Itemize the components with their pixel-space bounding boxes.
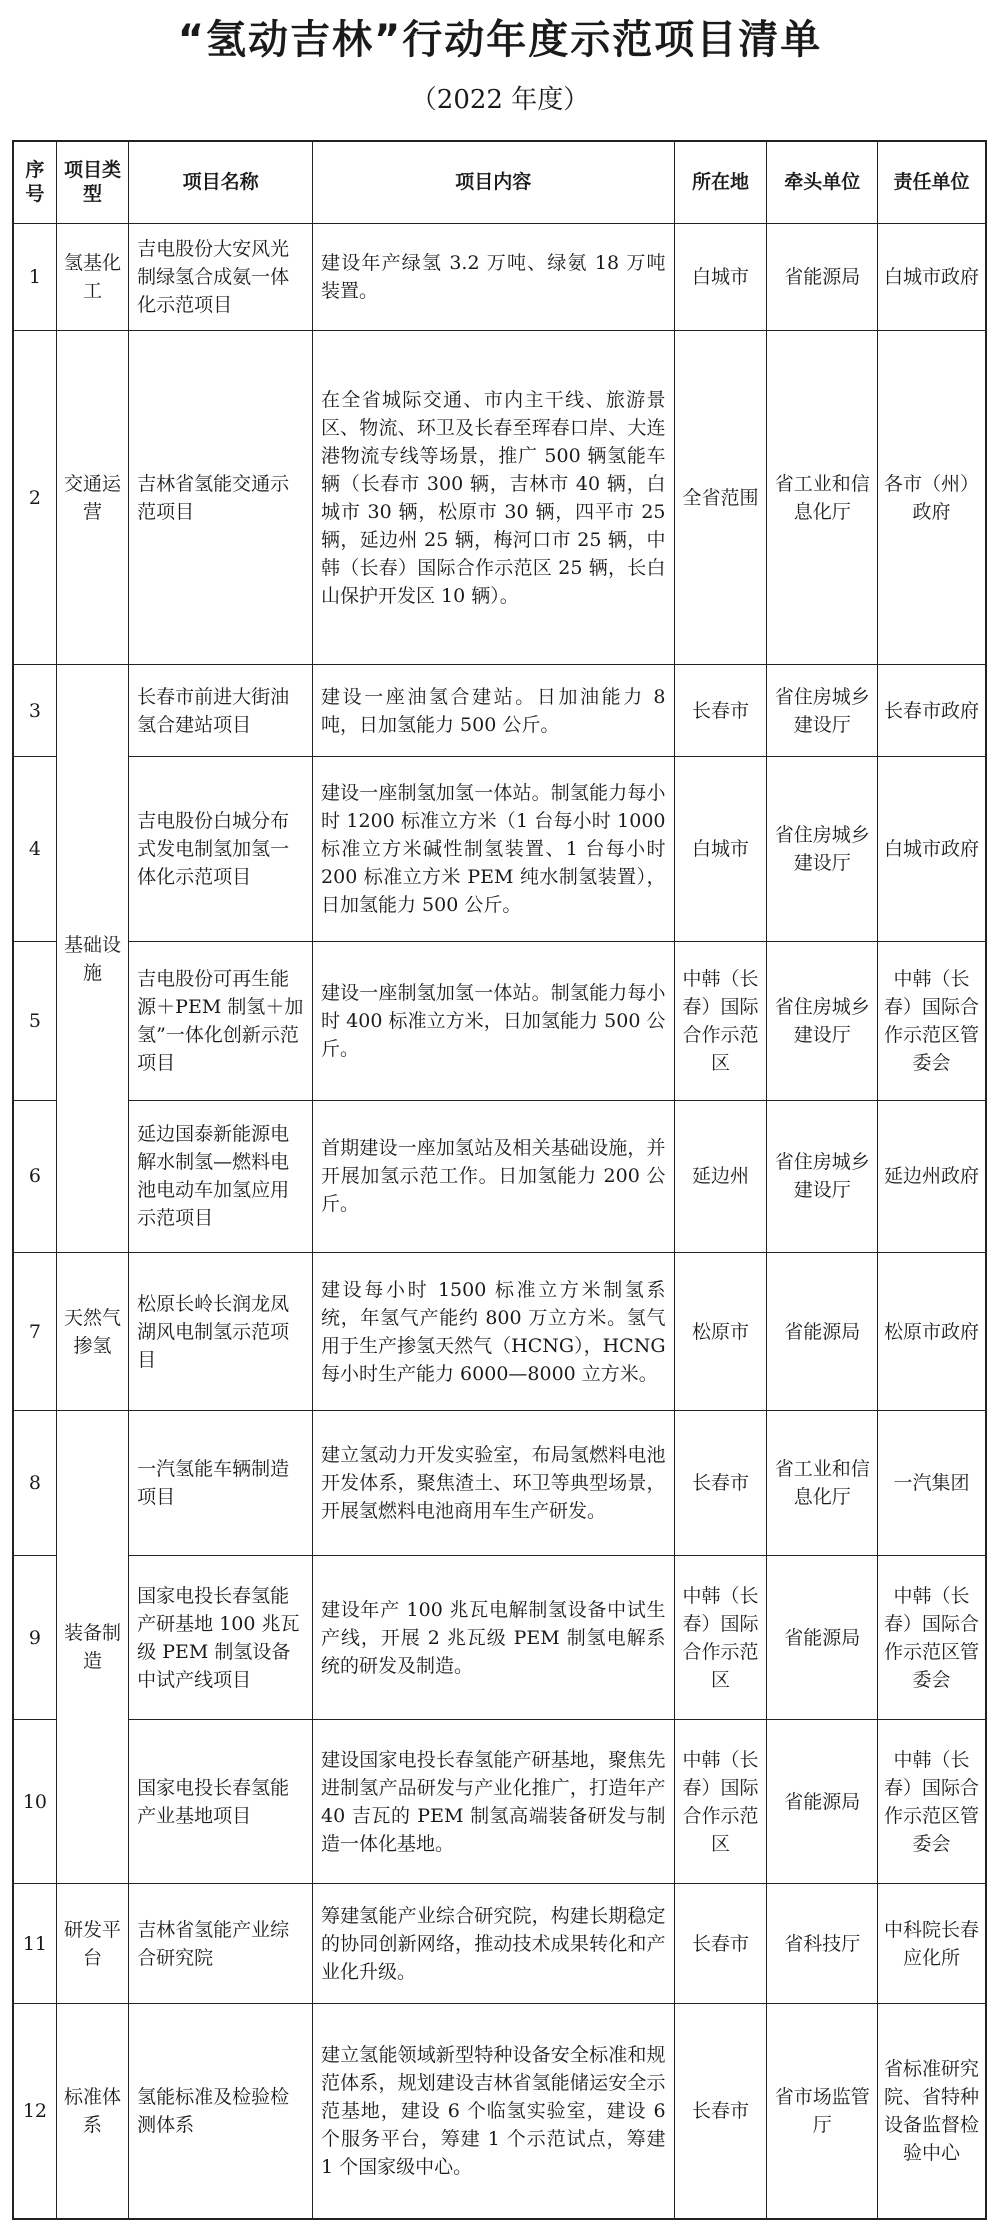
table-row [13, 1720, 986, 1884]
row-content: 建设年产绿氢 3.2 万吨、绿氨 18 万吨装置。 [313, 223, 675, 331]
row-seq: 1 [13, 223, 56, 331]
row-name: 氢能标准及检验检测体系 [129, 2004, 313, 2219]
row-name: 吉电股份可再生能源＋PEM 制氢＋加氢”一体化创新示范项目 [129, 941, 313, 1100]
row-location: 中韩（长春）国际合作示范区 [674, 941, 767, 1100]
row-resp: 白城市政府 [878, 223, 987, 331]
row-content: 首期建设一座加氢站及相关基础设施，并开展加氢示范工作。日加氢能力 200 公斤。 [313, 1100, 675, 1253]
row-location: 白城市 [674, 757, 767, 941]
row-seq: 5 [13, 941, 56, 1100]
header-lead: 牵头单位 [767, 141, 878, 223]
row-type: 装备制造 [56, 1410, 128, 1883]
row-type: 标准体系 [56, 2004, 128, 2219]
row-seq: 9 [13, 1556, 56, 1720]
row-type: 氢基化工 [56, 223, 128, 331]
row-name: 一汽氢能车辆制造项目 [129, 1410, 313, 1555]
row-name: 国家电投长春氢能产研基地 100 兆瓦级 PEM 制氢设备中试产线项目 [129, 1556, 313, 1720]
row-lead: 省能源局 [767, 1720, 878, 1884]
row-name: 国家电投长春氢能产业基地项目 [129, 1720, 313, 1884]
row-seq: 7 [13, 1253, 56, 1411]
row-name: 延边国泰新能源电解水制氢—燃料电池电动车加氢应用示范项目 [129, 1100, 313, 1253]
row-location: 中韩（长春）国际合作示范区 [674, 1720, 767, 1884]
row-name: 吉林省氢能产业综合研究院 [129, 1884, 313, 2004]
header-name: 项目名称 [129, 141, 313, 223]
table-row [13, 1556, 986, 1720]
row-content: 建设年产 100 兆瓦电解制氢设备中试生产线，开展 2 兆瓦级 PEM 制氢电解系统的研发及制造。 [313, 1556, 675, 1720]
table-row [13, 331, 986, 665]
row-seq: 6 [13, 1100, 56, 1253]
row-location: 长春市 [674, 665, 767, 757]
row-resp: 延边州政府 [878, 1100, 987, 1253]
row-resp: 白城市政府 [878, 757, 987, 941]
row-seq: 8 [13, 1410, 56, 1555]
row-lead: 省住房城乡建设厅 [767, 1100, 878, 1253]
row-lead: 省住房城乡建设厅 [767, 665, 878, 757]
table-row [13, 941, 986, 1100]
table-row [13, 1410, 986, 1555]
row-location: 中韩（长春）国际合作示范区 [674, 1556, 767, 1720]
page-subtitle: （2022 年度） [410, 85, 590, 115]
row-lead: 省市场监管厅 [767, 2004, 878, 2219]
row-type: 研发平台 [56, 1884, 128, 2004]
row-name: 松原长岭长润龙凤湖风电制氢示范项目 [129, 1253, 313, 1411]
row-resp: 中韩（长春）国际合作示范区管委会 [878, 1556, 987, 1720]
row-name: 吉林省氢能交通示范项目 [129, 331, 313, 665]
row-resp: 长春市政府 [878, 665, 987, 757]
table-row [13, 2004, 986, 2219]
row-name: 吉电股份大安风光制绿氢合成氨一体化示范项目 [129, 223, 313, 331]
row-location: 延边州 [674, 1100, 767, 1253]
table-row [13, 757, 986, 941]
header-content: 项目内容 [313, 141, 675, 223]
row-lead: 省能源局 [767, 1253, 878, 1411]
header-seq: 序号 [13, 141, 56, 223]
row-resp: 各市（州）政府 [878, 331, 987, 665]
row-location: 全省范围 [674, 331, 767, 665]
page-title: “氢动吉林”行动年度示范项目清单 [177, 17, 823, 63]
header-location: 所在地 [674, 141, 767, 223]
row-resp: 中韩（长春）国际合作示范区管委会 [878, 941, 987, 1100]
row-seq: 4 [13, 757, 56, 941]
row-content: 建立氢能领域新型特种设备安全标准和规范体系，规划建设吉林省氢能储运安全示范基地，建设 6 个临氢实验室，建设 6 个服务平台，筹建 1 个示范试点，筹建 1 个国家级中心。 [313, 2004, 675, 2219]
row-name: 吉电股份白城分布式发电制氢加氢一体化示范项目 [129, 757, 313, 941]
table-row [13, 223, 986, 331]
table-header-row [13, 141, 986, 223]
project-table [12, 140, 987, 2220]
row-resp: 松原市政府 [878, 1253, 987, 1411]
row-content: 建设一座油氢合建站。日加油能力 8 吨，日加氢能力 500 公斤。 [313, 665, 675, 757]
row-resp: 一汽集团 [878, 1410, 987, 1555]
row-seq: 11 [13, 1884, 56, 2004]
row-seq: 2 [13, 331, 56, 665]
row-lead: 省科技厅 [767, 1884, 878, 2004]
row-type: 基础设施 [56, 665, 128, 1253]
row-content: 建设一座制氢加氢一体站。制氢能力每小时 400 标准立方米，日加氢能力 500 公斤。 [313, 941, 675, 1100]
row-seq: 10 [13, 1720, 56, 1884]
row-type: 天然气掺氢 [56, 1253, 128, 1411]
row-seq: 12 [13, 2004, 56, 2219]
row-content: 建设一座制氢加氢一体站。制氢能力每小时 1200 标准立方米（1 台每小时 1000 标准立方米碱性制氢装置、1 台每小时 200 标准立方米 PEM 纯水制氢装置），日加氢能力 500 公斤。 [313, 757, 675, 941]
table-row [13, 1884, 986, 2004]
row-seq: 3 [13, 665, 56, 757]
row-content: 建设国家电投长春氢能产研基地，聚焦先进制氢产品研发与产业化推广，打造年产 40 吉瓦的 PEM 制氢高端装备研发与制造一体化基地。 [313, 1720, 675, 1884]
row-location: 长春市 [674, 2004, 767, 2219]
row-content: 建立氢动力开发实验室，布局氢燃料电池开发体系，聚焦渣土、环卫等典型场景，开展氢燃料电池商用车生产研发。 [313, 1410, 675, 1555]
row-location: 松原市 [674, 1253, 767, 1411]
table-row [13, 1253, 986, 1411]
table-row [13, 1100, 986, 1253]
row-lead: 省能源局 [767, 1556, 878, 1720]
row-location: 长春市 [674, 1884, 767, 2004]
row-resp: 中韩（长春）国际合作示范区管委会 [878, 1720, 987, 1884]
row-lead: 省工业和信息化厅 [767, 331, 878, 665]
row-location: 长春市 [674, 1410, 767, 1555]
row-content: 建设每小时 1500 标准立方米制氢系统，年氢气产能约 800 万立方米。氢气用于生产掺氢天然气（HCNG），HCNG 每小时生产能力 6000—8000 立方米。 [313, 1253, 675, 1411]
row-location: 白城市 [674, 223, 767, 331]
row-lead: 省住房城乡建设厅 [767, 941, 878, 1100]
row-lead: 省工业和信息化厅 [767, 1410, 878, 1555]
row-resp: 中科院长春应化所 [878, 1884, 987, 2004]
table-row [13, 665, 986, 757]
row-resp: 省标准研究院、省特种设备监督检验中心 [878, 2004, 987, 2219]
row-content: 筹建氢能产业综合研究院，构建长期稳定的协同创新网络，推动技术成果转化和产业化升级。 [313, 1884, 675, 2004]
row-name: 长春市前进大街油氢合建站项目 [129, 665, 313, 757]
row-lead: 省住房城乡建设厅 [767, 757, 878, 941]
header-type: 项目类型 [56, 141, 128, 223]
row-lead: 省能源局 [767, 223, 878, 331]
header-resp: 责任单位 [878, 141, 987, 223]
row-type: 交通运营 [56, 331, 128, 665]
row-content: 在全省城际交通、市内主干线、旅游景区、物流、环卫及长春至珲春口岸、大连港物流专线等场景，推广 500 辆氢能车辆（长春市 300 辆，吉林市 40 辆，白城市 30 辆，松原市 30 辆，四平市 25 辆，延边州 25 辆，梅河口市 25 辆，中韩（长春）国际合作示范区 25 辆，长白山保护开发区 10 辆）。 [313, 331, 675, 665]
